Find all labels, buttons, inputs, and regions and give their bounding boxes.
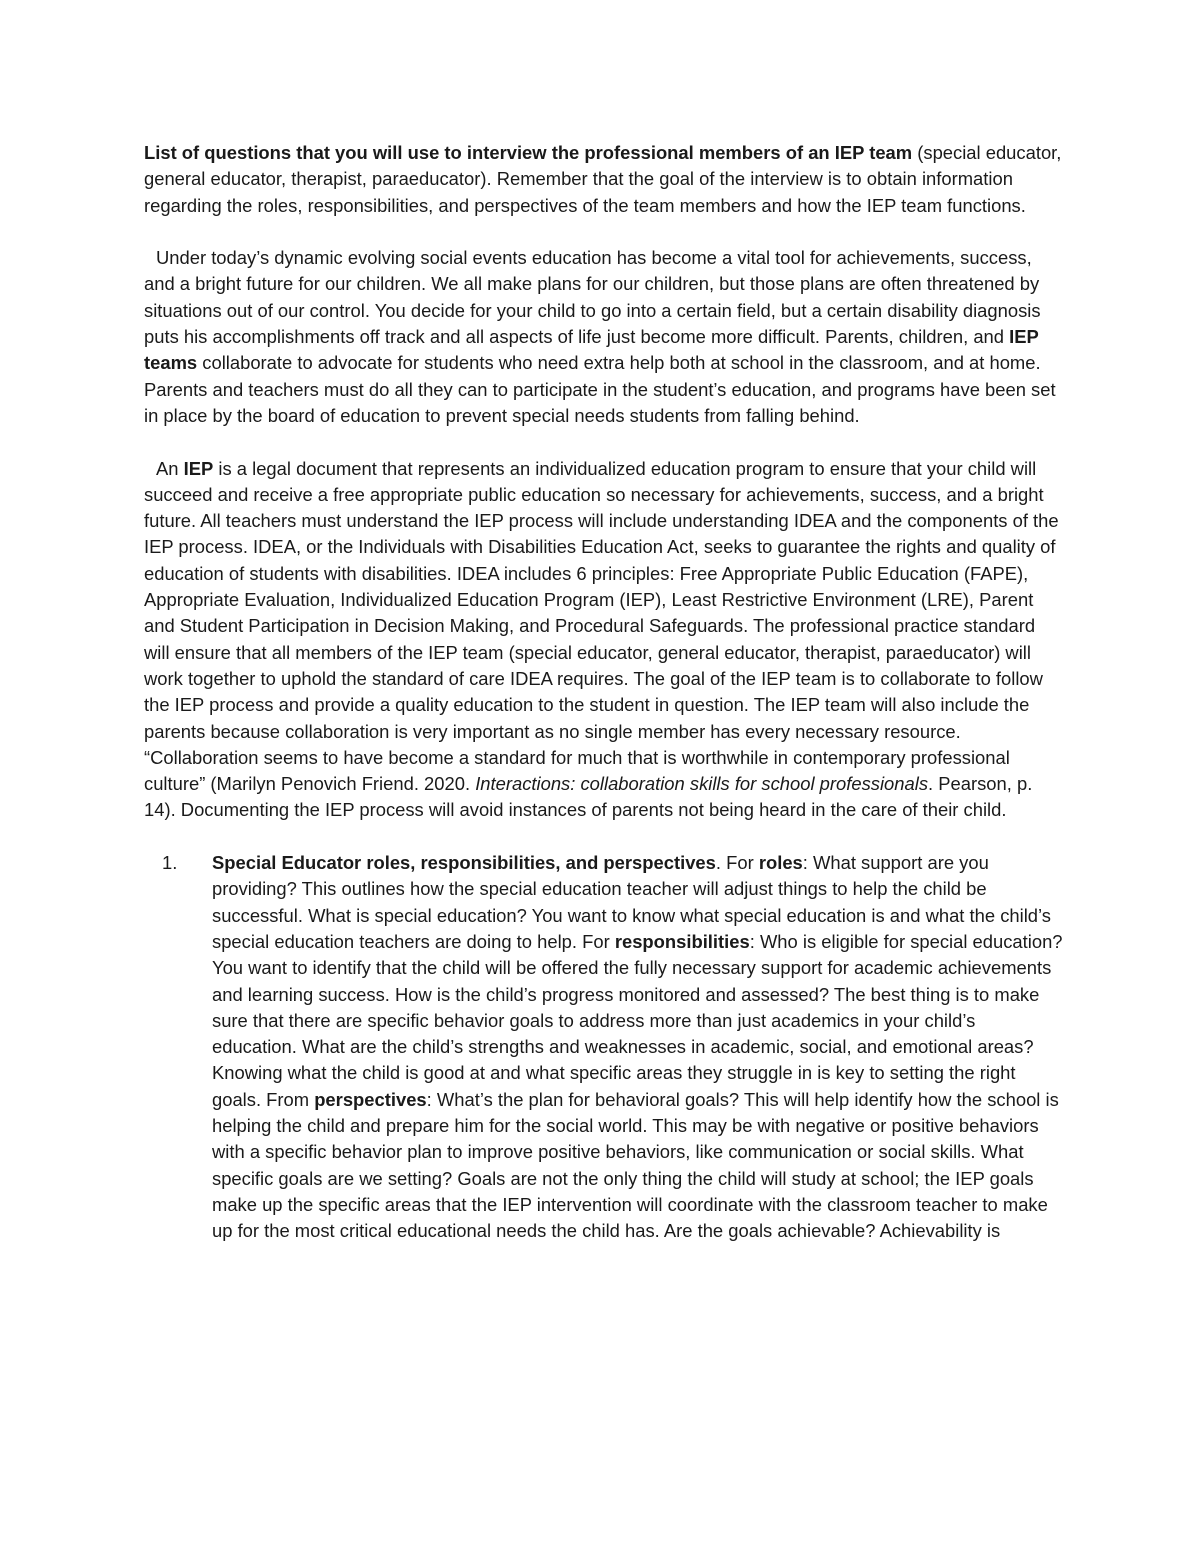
para2-italic-citation: Interactions: collaboration skills for school professionals bbox=[475, 773, 929, 795]
body-paragraph-2 bbox=[144, 456, 1064, 824]
intro-heading: List of questions that you will use to interview the professional members of an IEP team bbox=[144, 142, 913, 163]
intro-text: (special educator, general educator, therapist, paraeducator). Remember that the goal of the interview is to obtain information regarding the roles, responsibilities, and perspectives of the team members and how the IEP team functions. bbox=[144, 142, 1062, 216]
numbered-list bbox=[144, 850, 1064, 1244]
list-item-text-3: : Who is eligible for special education? You want to identify that the child will be offered the fully necessary support for academic achievements and learning success. How is the child’s progress monitored and assessed? The best thing is to make sure that there are specific behavior goals to address more than just academics in your child’s education. What are the child’s strengths and weaknesses in academic, social, and emotional areas? Knowing what the child is good at and what specific areas they struggle in is key to setting the right goals. From bbox=[212, 930, 1063, 1110]
list-item bbox=[144, 850, 1064, 1244]
para2-text-a: An bbox=[156, 457, 184, 479]
document-page bbox=[144, 140, 1064, 1244]
para1-text-a: Under today’s dynamic evolving social events education has become a vital tool for achievements, success, and a bright future for our children. We all make plans for our children, but those plans are often threatened by situations out of our control. You decide for your child to go into a certain field, but a certain disability diagnosis puts his accomplishments off track and all aspects of life just become more difficult. Parents, children, and bbox=[144, 247, 1041, 348]
list-item-bold-roles: roles bbox=[758, 852, 803, 874]
list-item-text-4: : What’s the plan for behavioral goals? This will help identify how the school is helping the child and prepare him for the social world. This may be with negative or positive behaviors with a specific behavior plan to improve positive behaviors, like communication or social skills. What specific goals are we setting? Goals are not the only thing the child will study at school; the IEP goals make up the specific areas that the IEP intervention will coordinate with the classroom teacher to make up for the most critical educational needs the child has. Are the goals achievable? Achievability is bbox=[212, 1088, 1059, 1242]
para2-text-c: is a legal document that represents an individualized education program to ensure that your child will succeed and receive a free appropriate public education so necessary for achievements, success, and a bright future. All teachers must understand the IEP process will include understanding IDEA and the components of the IEP process. IDEA, or the Individuals with Disabilities Education Act, seeks to guarantee the rights and quality of education of students with disabilities. IDEA includes 6 principles: Free Appropriate Public Education (FAPE), Appropriate Evaluation, Individualized Education Program (IEP), Least Restrictive Environment (LRE), Parent and Student Participation in Decision Making, and Procedural Safeguards. The professional practice standard will ensure that all members of the IEP team (special educator, general educator, therapist, paraeducator) will work together to uphold the standard of care IDEA requires. The goal of the IEP team is to collaborate to follow the IEP process and provide a quality education to the student in question. The IEP team will also include the parents because collaboration is very important as no single member has every necessary resource. “Collaboration seems to have become a standard for much that is worthwhile in contemporary professional culture” (Marilyn Penovich Friend. 2020. bbox=[144, 457, 1059, 795]
list-item-text-2: : What support are you providing? This outlines how the special education teacher will adjust things to help the child be successful. What is special education? You want to know what special education is and what the child’s special education teachers are doing to help. For bbox=[212, 852, 1051, 952]
list-item-text-1: . For bbox=[715, 852, 759, 874]
para1-bold-iep-teams: IEP teams bbox=[144, 326, 1039, 374]
list-item-bold-perspectives: perspectives bbox=[314, 1088, 427, 1110]
para2-bold-iep: IEP bbox=[183, 457, 214, 479]
list-item-heading: Special Educator roles, responsibilities, and perspectives bbox=[212, 852, 716, 874]
intro-paragraph bbox=[144, 140, 1064, 219]
list-item-bold-responsibilities: responsibilities bbox=[614, 930, 750, 952]
para2-text-e: . Pearson, p. 14). Documenting the IEP process will avoid instances of parents not being heard in the care of their child. bbox=[144, 773, 1033, 821]
list-number: 1. bbox=[162, 852, 178, 874]
para1-text-c: collaborate to advocate for students who need extra help both at school in the classroom, and at home. Parents and teachers must do all they can to participate in the student’s education, and programs have been set in place by the board of education to prevent special needs students from falling behind. bbox=[144, 352, 1056, 426]
body-paragraph-1 bbox=[144, 245, 1064, 429]
